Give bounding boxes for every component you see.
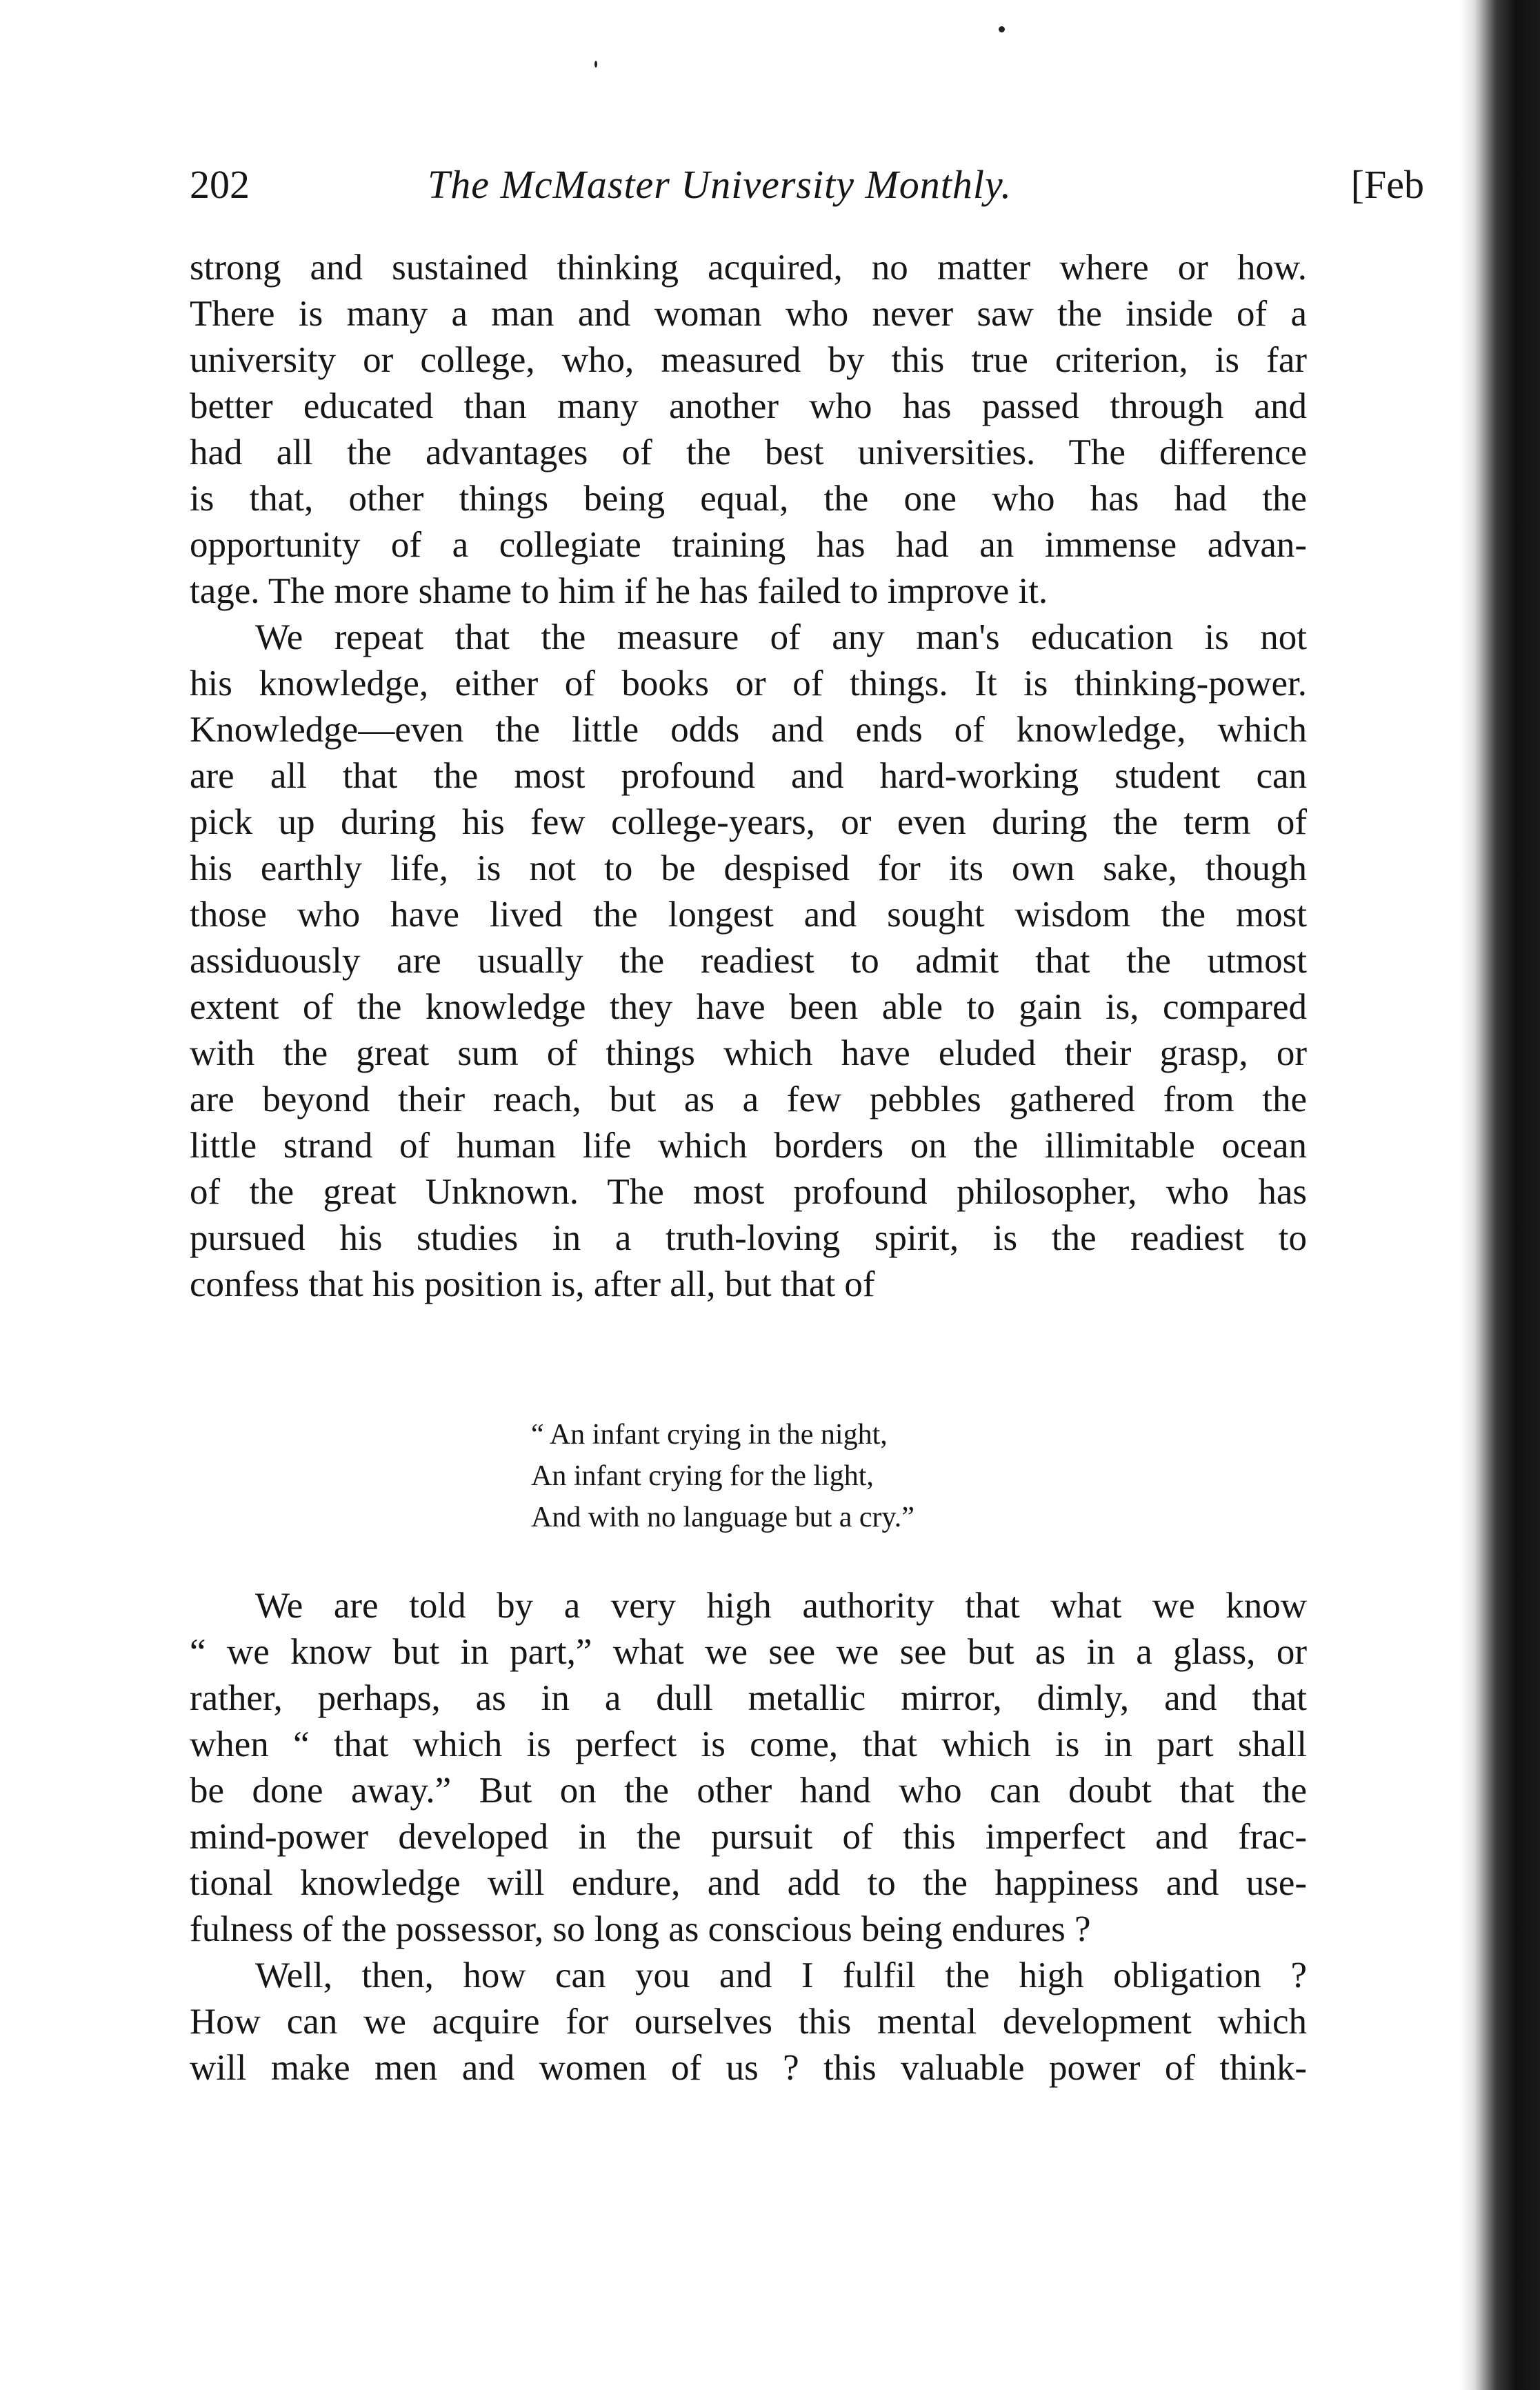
body-text-before-poem <box>190 245 1307 1308</box>
text-line: with the great sum of things which have eluded their grasp, or <box>190 1033 1307 1073</box>
text-line: We repeat that the measure of any man's education is not <box>255 617 1307 657</box>
poem-line: “ An infant crying in the night, <box>531 1419 888 1451</box>
text-line: We are told by a very high authority that what we know <box>255 1586 1307 1626</box>
text-line: university or college, who, measured by this true criterion, is far <box>190 340 1307 380</box>
page-number: 202 <box>190 162 250 207</box>
text-line: better educated than many another who has passed through and <box>190 386 1307 426</box>
text-line: will make men and women of us ? this valuable power of think- <box>190 2048 1307 2088</box>
running-date: [Feb <box>1350 162 1424 207</box>
text-line: be done away.” But on the other hand who can doubt that the <box>190 1771 1307 1811</box>
text-line: pursued his studies in a truth-loving spirit, is the readiest to <box>190 1218 1307 1258</box>
text-line: tage. The more shame to him if he has failed to improve it. <box>190 571 1048 611</box>
text-line: when “ that which is perfect is come, that which is in part shall <box>190 1724 1307 1764</box>
text-line: had all the advantages of the best universities. The difference <box>190 432 1307 472</box>
scan-binding-edge <box>1461 0 1540 2390</box>
text-line: pick up during his few college-years, or even during the term of <box>190 802 1307 842</box>
text-line: his knowledge, either of books or of things. It is thinking-power. <box>190 664 1307 704</box>
poem-quotation <box>531 1414 1221 1538</box>
text-line: strong and sustained thinking acquired, no matter where or how. <box>190 248 1307 288</box>
scan-speck <box>594 61 597 68</box>
text-line: fulness of the possessor, so long as conscious being endures ? <box>190 1909 1091 1949</box>
text-line: How can we acquire for ourselves this mental development which <box>190 2002 1307 2042</box>
text-line: mind-power developed in the pursuit of this imperfect and frac- <box>190 1817 1307 1857</box>
text-line: There is many a man and woman who never saw the inside of a <box>190 294 1307 334</box>
scan-speck <box>999 26 1005 32</box>
text-line: assiduously are usually the readiest to admit that the utmost <box>190 941 1307 981</box>
body-text-after-poem <box>190 1583 1307 2091</box>
text-line: opportunity of a collegiate training has had an immense advan- <box>190 525 1307 565</box>
text-line: tional knowledge will endure, and add to the happiness and use- <box>190 1863 1307 1903</box>
text-line: Knowledge—even the little odds and ends of knowledge, which <box>190 710 1307 750</box>
text-line: those who have lived the longest and sought wisdom the most <box>190 895 1307 935</box>
text-line: rather, perhaps, as in a dull metallic mirror, dimly, and that <box>190 1678 1307 1718</box>
running-title: The McMaster University Monthly. <box>428 162 1012 207</box>
running-header <box>190 157 1424 212</box>
text-line: are beyond their reach, but as a few pebbles gathered from the <box>190 1079 1307 1119</box>
text-line: Well, then, how can you and I fulfil the high obligation ? <box>255 1955 1307 1995</box>
text-line: is that, other things being equal, the one who has had the <box>190 479 1307 519</box>
poem-line: And with no language but a cry.” <box>531 1502 914 1533</box>
text-line: of the great Unknown. The most profound philosopher, who has <box>190 1172 1307 1212</box>
text-line: little strand of human life which borders on the illimitable ocean <box>190 1126 1307 1166</box>
text-line: confess that his position is, after all, but that of <box>190 1264 875 1304</box>
text-line: his earthly life, is not to be despised for its own sake, though <box>190 848 1307 888</box>
text-line: are all that the most profound and hard-working student can <box>190 756 1307 796</box>
poem-line: An infant crying for the light, <box>531 1460 874 1492</box>
text-line: “ we know but in part,” what we see we see but as in a glass, or <box>190 1632 1307 1672</box>
text-line: extent of the knowledge they have been able to gain is, compared <box>190 987 1307 1027</box>
